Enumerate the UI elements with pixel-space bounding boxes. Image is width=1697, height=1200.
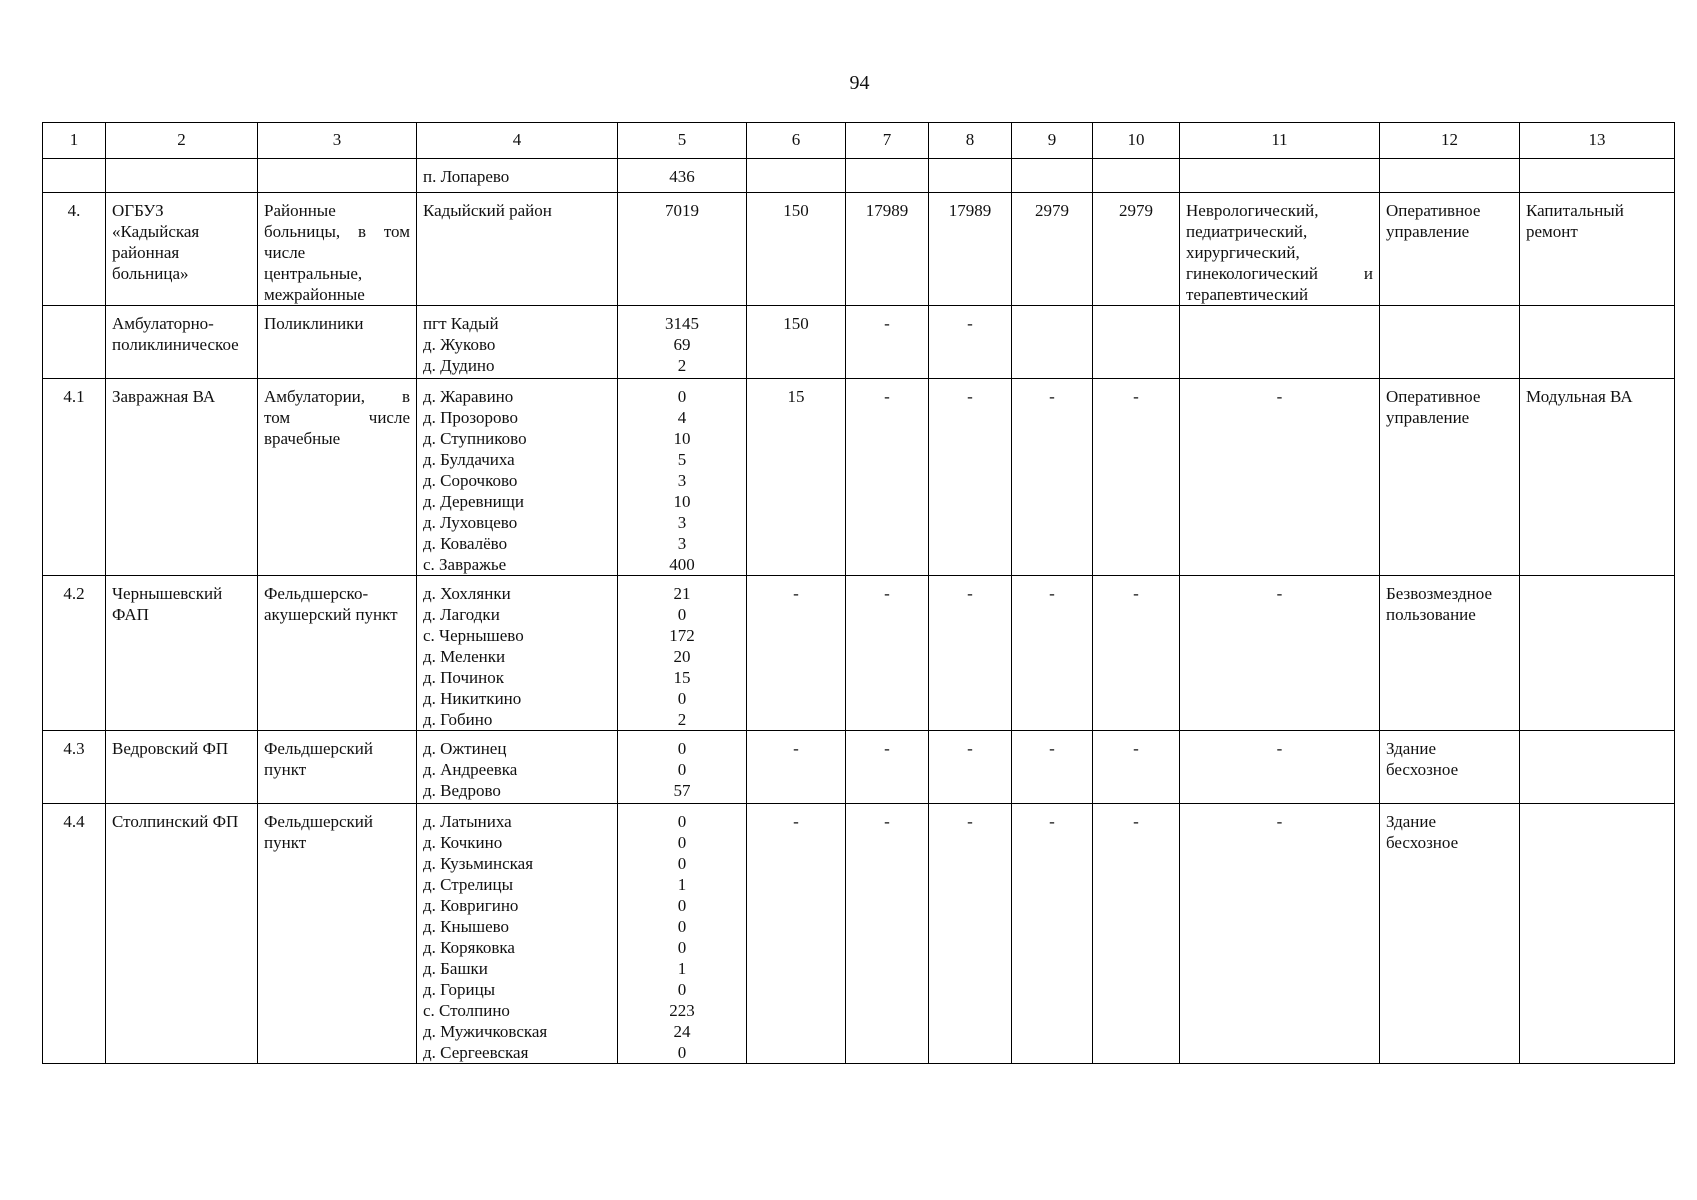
cell-line: Поликлиники: [264, 314, 364, 333]
table-row: [43, 193, 1675, 306]
cell-col-4: [417, 804, 618, 1064]
cell-col-6: [747, 804, 846, 1064]
cell-col-10: [1093, 306, 1180, 379]
cell-col-12: [1380, 804, 1520, 1064]
cell-line: 1: [677, 875, 687, 894]
cell-line: ремонт: [1526, 222, 1578, 241]
cell-col-13: [1520, 306, 1675, 379]
cell-line: Районные: [264, 201, 336, 220]
cell-line: 0: [677, 854, 687, 873]
cell-line: 21: [673, 584, 691, 603]
cell-line: д. Дудино: [423, 356, 495, 375]
cell-col-8: [929, 804, 1012, 1064]
cell-col-1: [43, 193, 106, 306]
cell-line: 0: [677, 1043, 687, 1062]
cell-col-7: [846, 379, 929, 576]
cell-value: -: [1049, 387, 1055, 406]
cell-line: 3: [677, 513, 687, 532]
cell-line: терапевтический: [1186, 285, 1309, 304]
cell-line: д. Горицы: [423, 980, 496, 999]
cell-line: д. Лагодки: [423, 605, 500, 624]
cell-col-12: [1380, 159, 1520, 193]
cell-line: д. Сорочково: [423, 471, 518, 490]
cell-col-4: [417, 576, 618, 731]
cell-col-11: [1180, 159, 1380, 193]
table-row: [43, 804, 1675, 1064]
cell-line: хирургический,: [1186, 243, 1300, 262]
cell-line: 57: [673, 781, 691, 800]
cell-col-2: [106, 804, 258, 1064]
column-number: 9: [1012, 123, 1093, 159]
column-number: 3: [258, 123, 417, 159]
cell-col-13: [1520, 379, 1675, 576]
cell-line: 10: [673, 492, 691, 511]
cell-col-2: [106, 306, 258, 379]
table-row: [43, 379, 1675, 576]
cell-line: поликлиническое: [112, 335, 239, 354]
cell-line: д. Кнышево: [423, 917, 510, 936]
cell-value: -: [1133, 739, 1139, 758]
cell-line: 15: [673, 668, 691, 687]
cell-line: 2: [677, 710, 687, 729]
cell-line: 20: [673, 647, 691, 666]
cell-line: 0: [677, 689, 687, 708]
cell-col-5: [618, 306, 747, 379]
cell-line: 0: [677, 739, 687, 758]
cell-col-4: [417, 731, 618, 804]
cell-col-5: [618, 804, 747, 1064]
cell-line: 24: [673, 1022, 691, 1041]
cell-value: -: [884, 739, 890, 758]
column-number: 11: [1180, 123, 1380, 159]
cell-value: -: [793, 739, 799, 758]
cell-value: 4.3: [63, 739, 85, 758]
cell-line: -: [1276, 584, 1283, 603]
cell-line: 10: [673, 429, 691, 448]
column-number: 1: [43, 123, 106, 159]
cell-line: 0: [677, 760, 687, 779]
cell-col-2: [106, 731, 258, 804]
cell-value: -: [1049, 812, 1055, 831]
cell-line: пгт Кадый: [423, 314, 499, 333]
cell-col-8: [929, 193, 1012, 306]
cell-col-3: [258, 193, 417, 306]
cell-col-5: [618, 379, 747, 576]
cell-line: 0: [677, 896, 687, 915]
cell-col-9: [1012, 379, 1093, 576]
cell-line: 0: [677, 980, 687, 999]
cell-line: Оперативное: [1386, 387, 1481, 406]
cell-col-7: [846, 804, 929, 1064]
table-body: [43, 159, 1675, 1064]
cell-col-10: [1093, 159, 1180, 193]
cell-line: 2: [677, 356, 687, 375]
cell-value: -: [1049, 584, 1055, 603]
cell-col-8: [929, 731, 1012, 804]
cell-line: 5: [677, 450, 687, 469]
cell-value: -: [1133, 387, 1139, 406]
page-number: 94: [849, 72, 870, 94]
cell-line: 3: [677, 471, 687, 490]
cell-col-12: [1380, 306, 1520, 379]
cell-line: 0: [677, 812, 687, 831]
column-number: 12: [1380, 123, 1520, 159]
cell-line: д. Латыниха: [423, 812, 512, 831]
column-number: 8: [929, 123, 1012, 159]
cell-line: Завражная ВА: [112, 387, 216, 406]
cell-col-11: [1180, 379, 1380, 576]
cell-col-7: [846, 576, 929, 731]
cell-col-1: [43, 306, 106, 379]
cell-line: 0: [677, 917, 687, 936]
cell-line: пункт: [264, 760, 307, 779]
cell-col-12: [1380, 379, 1520, 576]
cell-line: Фельдшерский: [264, 812, 373, 831]
cell-line: межрайонные: [264, 285, 365, 304]
cell-line: Модульная ВА: [1526, 387, 1633, 406]
cell-line: Фельдшерско-: [264, 584, 369, 603]
cell-col-3: [258, 379, 417, 576]
cell-line: д. Жаравино: [423, 387, 514, 406]
cell-line: -: [1276, 739, 1283, 758]
cell-value: 4.: [67, 201, 81, 220]
column-number: 6: [747, 123, 846, 159]
cell-col-2: [106, 576, 258, 731]
cell-line: д. Андреевка: [423, 760, 518, 779]
cell-col-9: [1012, 576, 1093, 731]
cell-line: гинекологический и: [1186, 264, 1373, 283]
cell-line: Безвозмездное: [1386, 584, 1493, 603]
cell-col-4: [417, 193, 618, 306]
cell-col-12: [1380, 731, 1520, 804]
cell-value: 150: [783, 314, 809, 333]
cell-value: -: [967, 812, 973, 831]
cell-col-11: [1180, 804, 1380, 1064]
cell-col-5: [618, 576, 747, 731]
cell-col-7: [846, 731, 929, 804]
cell-line: 3145: [665, 314, 699, 333]
cell-line: Кадыйский район: [423, 201, 552, 220]
cell-line: д. Ковригино: [423, 896, 519, 915]
cell-line: Амбулатории, в: [264, 387, 410, 406]
cell-line: 1: [677, 959, 687, 978]
cell-line: 4: [677, 408, 687, 427]
cell-line: 223: [669, 1001, 695, 1020]
cell-col-7: [846, 159, 929, 193]
cell-line: с. Чернышево: [423, 626, 524, 645]
cell-line: 0: [677, 605, 687, 624]
cell-value: -: [793, 584, 799, 603]
table-row: [43, 306, 1675, 379]
cell-col-2: [106, 193, 258, 306]
cell-value: -: [1133, 812, 1139, 831]
cell-line: 69: [673, 335, 691, 354]
cell-line: Неврологический,: [1186, 201, 1319, 220]
cell-col-12: [1380, 193, 1520, 306]
cell-line: врачебные: [264, 429, 341, 448]
cell-col-9: [1012, 193, 1093, 306]
cell-col-2: [106, 159, 258, 193]
cell-line: том числе: [264, 408, 410, 427]
cell-col-6: [747, 731, 846, 804]
cell-col-8: [929, 576, 1012, 731]
cell-line: 7019: [665, 201, 699, 220]
cell-col-5: [618, 193, 747, 306]
cell-col-3: [258, 731, 417, 804]
cell-value: -: [884, 812, 890, 831]
cell-line: д. Прозорово: [423, 408, 518, 427]
cell-line: п. Лопарево: [423, 167, 510, 186]
cell-value: -: [884, 584, 890, 603]
cell-line: Чернышевский: [112, 584, 223, 603]
cell-col-9: [1012, 159, 1093, 193]
cell-value: -: [793, 812, 799, 831]
table-row: [43, 159, 1675, 193]
cell-col-1: [43, 804, 106, 1064]
table-row: [43, 731, 1675, 804]
cell-value: -: [884, 387, 890, 406]
cell-col-4: [417, 159, 618, 193]
cell-col-3: [258, 576, 417, 731]
cell-value: 17989: [948, 201, 992, 220]
cell-line: бесхозное: [1386, 833, 1459, 852]
cell-col-6: [747, 576, 846, 731]
cell-line: д. Починок: [423, 668, 504, 687]
cell-col-11: [1180, 576, 1380, 731]
cell-col-9: [1012, 306, 1093, 379]
cell-line: с. Столпино: [423, 1001, 510, 1020]
cell-col-12: [1380, 576, 1520, 731]
cell-line: пользование: [1386, 605, 1476, 624]
column-number: 7: [846, 123, 929, 159]
cell-line: управление: [1386, 408, 1470, 427]
cell-line: д. Меленки: [423, 647, 506, 666]
facilities-table: [42, 122, 1675, 1064]
cell-line: д. Деревнищи: [423, 492, 524, 511]
column-number-row: [43, 123, 1675, 159]
cell-value: -: [967, 314, 973, 333]
cell-line: педиатрический,: [1186, 222, 1308, 241]
cell-value: -: [884, 314, 890, 333]
cell-col-8: [929, 379, 1012, 576]
column-number: 2: [106, 123, 258, 159]
cell-value: -: [1133, 584, 1139, 603]
cell-col-6: [747, 379, 846, 576]
cell-value: 17989: [865, 201, 909, 220]
cell-col-6: [747, 306, 846, 379]
cell-line: д. Башки: [423, 959, 488, 978]
cell-line: д. Хохлянки: [423, 584, 511, 603]
cell-col-1: [43, 576, 106, 731]
cell-line: ОГБУЗ: [112, 201, 164, 220]
cell-col-3: [258, 804, 417, 1064]
cell-col-6: [747, 193, 846, 306]
cell-col-11: [1180, 731, 1380, 804]
cell-col-1: [43, 731, 106, 804]
cell-line: управление: [1386, 222, 1470, 241]
cell-line: д. Ожтинец: [423, 739, 507, 758]
cell-col-10: [1093, 193, 1180, 306]
cell-col-1: [43, 159, 106, 193]
cell-line: больницы, в том: [264, 222, 410, 241]
cell-value: -: [967, 739, 973, 758]
column-number: 10: [1093, 123, 1180, 159]
cell-col-5: [618, 731, 747, 804]
cell-line: акушерский пункт: [264, 605, 398, 624]
cell-line: «Кадыйская: [112, 222, 200, 241]
cell-line: районная: [112, 243, 180, 262]
cell-value: 15: [787, 387, 805, 406]
cell-line: 3: [677, 534, 687, 553]
cell-line: Здание: [1386, 739, 1437, 758]
cell-col-3: [258, 306, 417, 379]
cell-line: д. Стрелицы: [423, 875, 514, 894]
cell-col-8: [929, 306, 1012, 379]
column-number: 13: [1520, 123, 1675, 159]
cell-line: д. Гобино: [423, 710, 493, 729]
cell-line: 0: [677, 833, 687, 852]
cell-line: Ведровский ФП: [112, 739, 229, 758]
column-number: 5: [618, 123, 747, 159]
cell-col-9: [1012, 731, 1093, 804]
cell-line: -: [1276, 812, 1283, 831]
cell-col-7: [846, 306, 929, 379]
cell-line: 172: [669, 626, 695, 645]
cell-line: Фельдшерский: [264, 739, 373, 758]
cell-line: д. Ступниково: [423, 429, 527, 448]
cell-value: 2979: [1035, 201, 1069, 220]
cell-value: 2979: [1119, 201, 1153, 220]
cell-col-8: [929, 159, 1012, 193]
cell-col-13: [1520, 193, 1675, 306]
cell-line: пункт: [264, 833, 307, 852]
cell-col-11: [1180, 193, 1380, 306]
cell-line: Оперативное: [1386, 201, 1481, 220]
cell-col-4: [417, 306, 618, 379]
cell-col-4: [417, 379, 618, 576]
cell-line: с. Завражье: [423, 555, 507, 574]
cell-line: 0: [677, 938, 687, 957]
cell-line: бесхозное: [1386, 760, 1459, 779]
cell-line: д. Коряковка: [423, 938, 515, 957]
table-row: [43, 576, 1675, 731]
column-number: 4: [417, 123, 618, 159]
cell-line: Амбулаторно-: [112, 314, 214, 333]
cell-col-10: [1093, 731, 1180, 804]
cell-col-3: [258, 159, 417, 193]
cell-line: 400: [669, 555, 695, 574]
cell-line: д. Ковалёво: [423, 534, 508, 553]
cell-col-5: [618, 159, 747, 193]
cell-col-13: [1520, 159, 1675, 193]
cell-col-9: [1012, 804, 1093, 1064]
cell-col-11: [1180, 306, 1380, 379]
cell-line: центральные,: [264, 264, 363, 283]
cell-value: 4.4: [63, 812, 85, 831]
cell-col-1: [43, 379, 106, 576]
cell-line: ФАП: [112, 605, 149, 624]
cell-line: Здание: [1386, 812, 1437, 831]
cell-line: Столпинский ФП: [112, 812, 239, 831]
cell-value: -: [967, 584, 973, 603]
cell-col-2: [106, 379, 258, 576]
cell-line: числе: [264, 243, 306, 262]
cell-line: д. Булдачиха: [423, 450, 515, 469]
cell-value: 4.1: [63, 387, 85, 406]
cell-value: 150: [783, 201, 809, 220]
cell-col-10: [1093, 804, 1180, 1064]
cell-col-13: [1520, 731, 1675, 804]
cell-line: 0: [677, 387, 687, 406]
cell-col-13: [1520, 576, 1675, 731]
cell-line: д. Кузьминская: [423, 854, 534, 873]
cell-line: больница»: [112, 264, 189, 283]
cell-col-7: [846, 193, 929, 306]
cell-line: д. Жуково: [423, 335, 496, 354]
cell-line: 436: [669, 167, 695, 186]
cell-line: -: [1276, 387, 1283, 406]
cell-value: -: [1049, 739, 1055, 758]
cell-line: Капитальный: [1526, 201, 1624, 220]
cell-line: д. Луховцево: [423, 513, 518, 532]
cell-line: д. Кочкино: [423, 833, 503, 852]
cell-line: д. Никиткино: [423, 689, 522, 708]
cell-col-10: [1093, 576, 1180, 731]
cell-line: д. Ведрово: [423, 781, 501, 800]
cell-line: д. Сергеевская: [423, 1043, 529, 1062]
cell-value: -: [967, 387, 973, 406]
cell-col-6: [747, 159, 846, 193]
cell-line: д. Мужичковская: [423, 1022, 548, 1041]
cell-col-10: [1093, 379, 1180, 576]
cell-value: 4.2: [63, 584, 85, 603]
cell-col-13: [1520, 804, 1675, 1064]
